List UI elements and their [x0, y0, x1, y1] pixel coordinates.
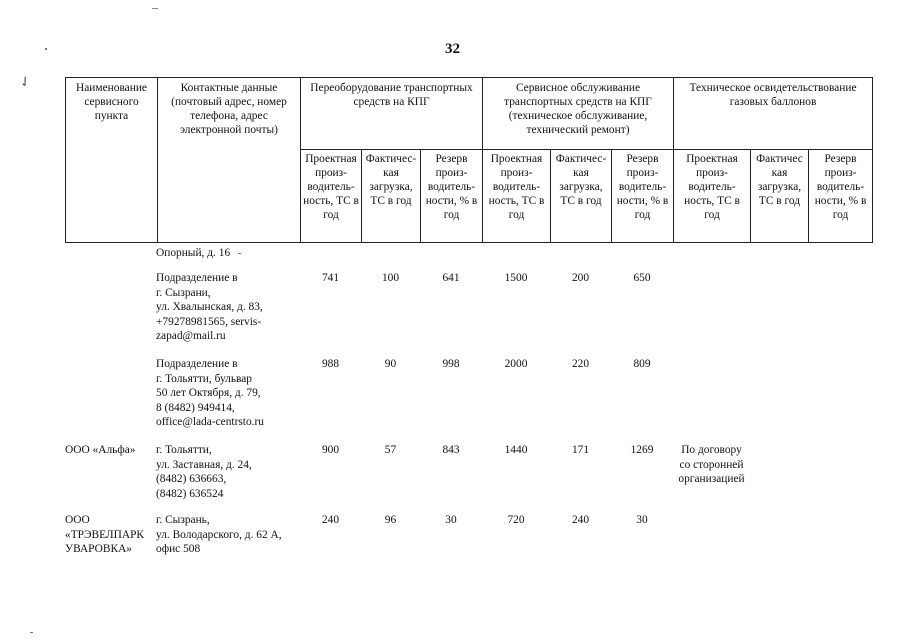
- table-row: [65, 513, 872, 567]
- cell-value: 57: [384, 444, 397, 456]
- cell-value: 988: [321, 358, 340, 370]
- table-row: [65, 271, 872, 357]
- cell-value: [300, 246, 361, 271]
- cell-value: 741: [321, 272, 340, 284]
- cell-value: 30: [445, 514, 457, 526]
- cell-value: [808, 246, 872, 271]
- scan-speck: [30, 632, 33, 633]
- header-subcolumn: Фактичес-кая загрузка, ТС в год: [362, 150, 421, 243]
- cell-value: 641: [442, 272, 460, 284]
- header-subcolumn: Резерв произ-водитель-ности, % в год: [612, 150, 674, 243]
- service-name: ООО «ТРЭВЕЛПАРК УВАРОВКА»: [65, 514, 145, 555]
- cell-value: [750, 513, 808, 567]
- cell-value: [808, 443, 872, 513]
- cell-value: 1440: [504, 444, 528, 456]
- header-subcolumn: Проектная произ-водитель-ность, ТС в год: [301, 150, 362, 243]
- cell-value: По договору со сторонней организацией: [678, 444, 745, 485]
- cell-value: 240: [321, 514, 340, 526]
- cell-value: [361, 246, 420, 271]
- header-service-name: Наименование сервисного пункта: [66, 78, 158, 243]
- cell-value: [482, 246, 550, 271]
- cell-value: [808, 271, 872, 357]
- cell-value: [550, 246, 611, 271]
- cell-value: 843: [442, 444, 460, 456]
- cell-value: 900: [321, 444, 340, 456]
- cell-value: [673, 246, 750, 271]
- contact-details: г. Тольятти, ул. Заставная, д. 24, (8482) 636663, (8482) 636524: [156, 444, 252, 500]
- service-name: [65, 357, 153, 443]
- cell-value: 220: [571, 358, 590, 370]
- header-subcolumn: Проектная произ-водитель-ность, ТС в год: [483, 150, 551, 243]
- cell-value: [750, 246, 808, 271]
- cell-value: [611, 246, 673, 271]
- cell-value: 1269: [630, 444, 654, 456]
- cell-value: 1500: [504, 272, 528, 284]
- header-group-conversion: Переоборудование транспортных средств на КПГ: [301, 78, 483, 150]
- contact-details: Опорный, д. 16: [153, 246, 300, 271]
- table-row: [65, 357, 872, 443]
- cell-value: 720: [507, 514, 525, 526]
- service-name: ООО «Альфа»: [65, 444, 136, 456]
- cell-value: 171: [571, 444, 590, 456]
- pen-mark: ✓: [16, 72, 35, 93]
- cell-value: [808, 513, 872, 567]
- service-name: [65, 271, 153, 357]
- header-group-service: Сервисное обслуживание транспортных средств на КПГ (техническое обслуживание, технический ремонт): [483, 78, 674, 150]
- cell-value: [673, 513, 750, 567]
- cell-value: [808, 357, 872, 443]
- table-row: [65, 443, 872, 513]
- scan-speck: [152, 8, 158, 9]
- header-subcolumn: Резерв произ-водитель-ности, % в год: [421, 150, 483, 243]
- header-subcolumn: Резерв произ-водитель-ности, % в год: [809, 150, 873, 243]
- cell-value: 100: [381, 272, 400, 284]
- header-subcolumn: Фактичес кая загрузка, ТС в год: [751, 150, 809, 243]
- cell-value: [673, 271, 750, 357]
- table-body: [65, 246, 872, 567]
- cell-value: [750, 271, 808, 357]
- cell-value: 30: [636, 514, 648, 526]
- cell-value: 2000: [504, 358, 528, 370]
- cell-value: 200: [571, 272, 590, 284]
- header-contacts: Контактные данные (почтовый адрес, номер телефона, адрес электронной почты): [158, 78, 301, 243]
- table-header: [65, 77, 873, 243]
- cell-value: [420, 246, 482, 271]
- cell-value: 90: [384, 358, 397, 370]
- cell-value: 998: [442, 358, 460, 370]
- service-name: [65, 246, 153, 271]
- cell-value: [750, 357, 808, 443]
- cell-value: 809: [633, 358, 651, 370]
- page-number: 32: [445, 41, 460, 57]
- cell-value: 650: [633, 272, 651, 284]
- header-group-cylinders: Техническое освидетельствование газовых баллонов: [674, 78, 873, 150]
- contact-details: Подразделение в г. Сызрани, ул. Хвалынская, д. 83, +79278981565, servis- zapad@mail.ru: [156, 272, 263, 342]
- scan-speck: [238, 253, 241, 254]
- scan-speck: [45, 48, 47, 50]
- cell-value: [750, 443, 808, 513]
- contact-details: Подразделение в г. Тольятти, бульвар 50 лет Октября, д. 79, 8 (8482) 949414, office@lada-centrsto.ru: [156, 358, 264, 428]
- cell-value: 96: [384, 514, 397, 526]
- table-row: [65, 246, 872, 271]
- cell-value: [673, 357, 750, 443]
- cell-value: 240: [571, 514, 590, 526]
- header-subcolumn: Фактичес-кая загрузка, ТС в год: [551, 150, 612, 243]
- contact-details: г. Сызрань, ул. Володарского, д. 62 А, офис 508: [156, 514, 282, 555]
- header-subcolumn: Проектная произ-водитель-ность, ТС в год: [674, 150, 751, 243]
